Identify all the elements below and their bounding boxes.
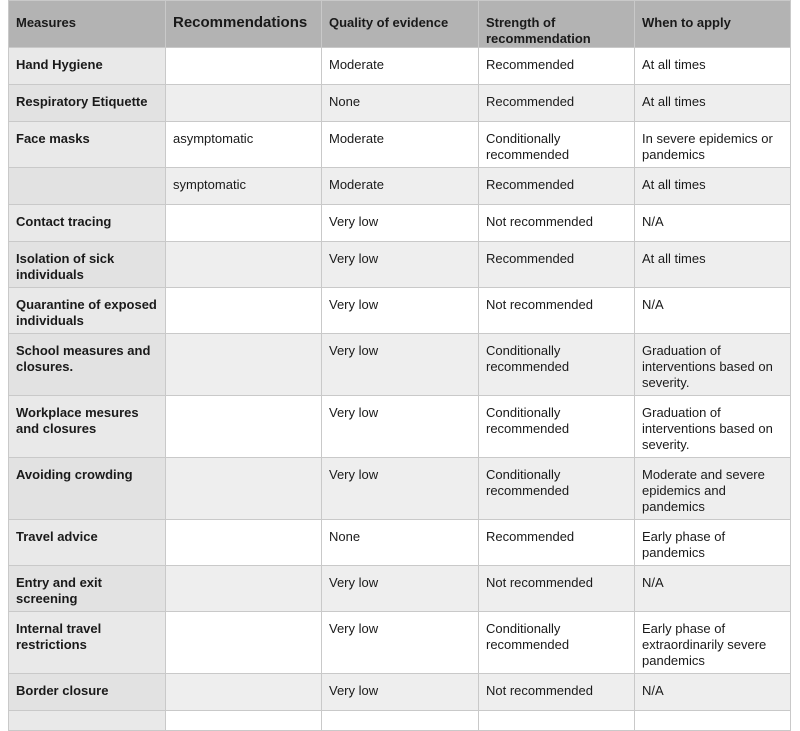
cell-measure: Contact tracing	[9, 205, 166, 242]
table-row	[9, 168, 791, 205]
cell-strength: Conditionally recommended	[479, 612, 635, 674]
cell-strength: Recommended	[479, 520, 635, 566]
cell-when: N/A	[635, 288, 791, 334]
cell-recommendation	[166, 674, 322, 711]
cell-measure: School measures and closures.	[9, 334, 166, 396]
cell-measure: Hand Hygiene	[9, 48, 166, 85]
cell-when: N/A	[635, 674, 791, 711]
cell-measure: Respiratory Etiquette	[9, 85, 166, 122]
cell-recommendation	[166, 288, 322, 334]
cell-recommendation	[166, 334, 322, 396]
cell-recommendation	[166, 711, 322, 731]
cell-quality: Moderate	[322, 168, 479, 205]
table-row	[9, 242, 791, 288]
table-row	[9, 122, 791, 168]
cell-when: Early phase of extraordinarily severe pandemics	[635, 612, 791, 674]
table-row	[9, 566, 791, 612]
cell-when: Moderate and severe epidemics and pandemics	[635, 458, 791, 520]
cell-measure: Workplace mesures and closures	[9, 396, 166, 458]
cell-quality: Very low	[322, 288, 479, 334]
table-row	[9, 205, 791, 242]
cell-quality	[322, 711, 479, 731]
cell-strength: Not recommended	[479, 288, 635, 334]
cell-measure	[9, 168, 166, 205]
cell-when: At all times	[635, 168, 791, 205]
table-row	[9, 48, 791, 85]
cell-recommendation	[166, 458, 322, 520]
cell-recommendation: asymptomatic	[166, 122, 322, 168]
table-header-row	[9, 1, 791, 48]
table-row	[9, 458, 791, 520]
cell-recommendation	[166, 48, 322, 85]
table-row	[9, 674, 791, 711]
cell-recommendation	[166, 242, 322, 288]
cell-quality: Very low	[322, 458, 479, 520]
header-strength: Strength of recommendation	[479, 1, 635, 48]
cell-strength: Recommended	[479, 85, 635, 122]
cell-when: At all times	[635, 48, 791, 85]
cell-quality: Very low	[322, 334, 479, 396]
cell-strength: Not recommended	[479, 674, 635, 711]
table-row	[9, 396, 791, 458]
cell-strength	[479, 711, 635, 731]
cell-quality: Moderate	[322, 48, 479, 85]
cell-strength: Recommended	[479, 48, 635, 85]
cell-quality: Moderate	[322, 122, 479, 168]
cell-when: At all times	[635, 85, 791, 122]
cell-recommendation: symptomatic	[166, 168, 322, 205]
cell-quality: Very low	[322, 566, 479, 612]
table-row	[9, 288, 791, 334]
cell-measure: Quarantine of exposed individuals	[9, 288, 166, 334]
cell-strength: Conditionally recommended	[479, 458, 635, 520]
cell-quality: None	[322, 520, 479, 566]
cell-when: At all times	[635, 242, 791, 288]
cell-strength: Conditionally recommended	[479, 122, 635, 168]
cell-strength: Not recommended	[479, 566, 635, 612]
cell-quality: Very low	[322, 396, 479, 458]
cell-measure: Travel advice	[9, 520, 166, 566]
cell-quality: None	[322, 85, 479, 122]
cell-when	[635, 711, 791, 731]
header-recommendations: Recommendations	[166, 1, 322, 48]
table-row	[9, 612, 791, 674]
cell-measure: Isolation of sick individuals	[9, 242, 166, 288]
header-when: When to apply	[635, 1, 791, 48]
cell-quality: Very low	[322, 612, 479, 674]
cell-quality: Very low	[322, 674, 479, 711]
cell-recommendation	[166, 566, 322, 612]
recommendations-table-container	[8, 0, 790, 731]
cell-when: Graduation of interventions based on severity.	[635, 334, 791, 396]
recommendations-table	[8, 0, 791, 731]
cell-measure: Internal travel restrictions	[9, 612, 166, 674]
cell-when: Graduation of interventions based on severity.	[635, 396, 791, 458]
cell-strength: Not recommended	[479, 205, 635, 242]
cell-recommendation	[166, 85, 322, 122]
cell-measure	[9, 711, 166, 731]
cell-recommendation	[166, 396, 322, 458]
cell-recommendation	[166, 205, 322, 242]
cell-when: N/A	[635, 205, 791, 242]
table-row	[9, 520, 791, 566]
cell-measure: Border closure	[9, 674, 166, 711]
cell-recommendation	[166, 612, 322, 674]
cell-quality: Very low	[322, 205, 479, 242]
cell-recommendation	[166, 520, 322, 566]
cell-measure: Avoiding crowding	[9, 458, 166, 520]
cell-strength: Conditionally recommended	[479, 396, 635, 458]
table-row	[9, 711, 791, 731]
cell-strength: Conditionally recommended	[479, 334, 635, 396]
header-quality: Quality of evidence	[322, 1, 479, 48]
cell-measure: Face masks	[9, 122, 166, 168]
cell-measure: Entry and exit screening	[9, 566, 166, 612]
table-row	[9, 85, 791, 122]
cell-when: N/A	[635, 566, 791, 612]
header-measures: Measures	[9, 1, 166, 48]
cell-when: In severe epidemics or pandemics	[635, 122, 791, 168]
cell-strength: Recommended	[479, 242, 635, 288]
cell-when: Early phase of pandemics	[635, 520, 791, 566]
table-row	[9, 334, 791, 396]
cell-strength: Recommended	[479, 168, 635, 205]
cell-quality: Very low	[322, 242, 479, 288]
